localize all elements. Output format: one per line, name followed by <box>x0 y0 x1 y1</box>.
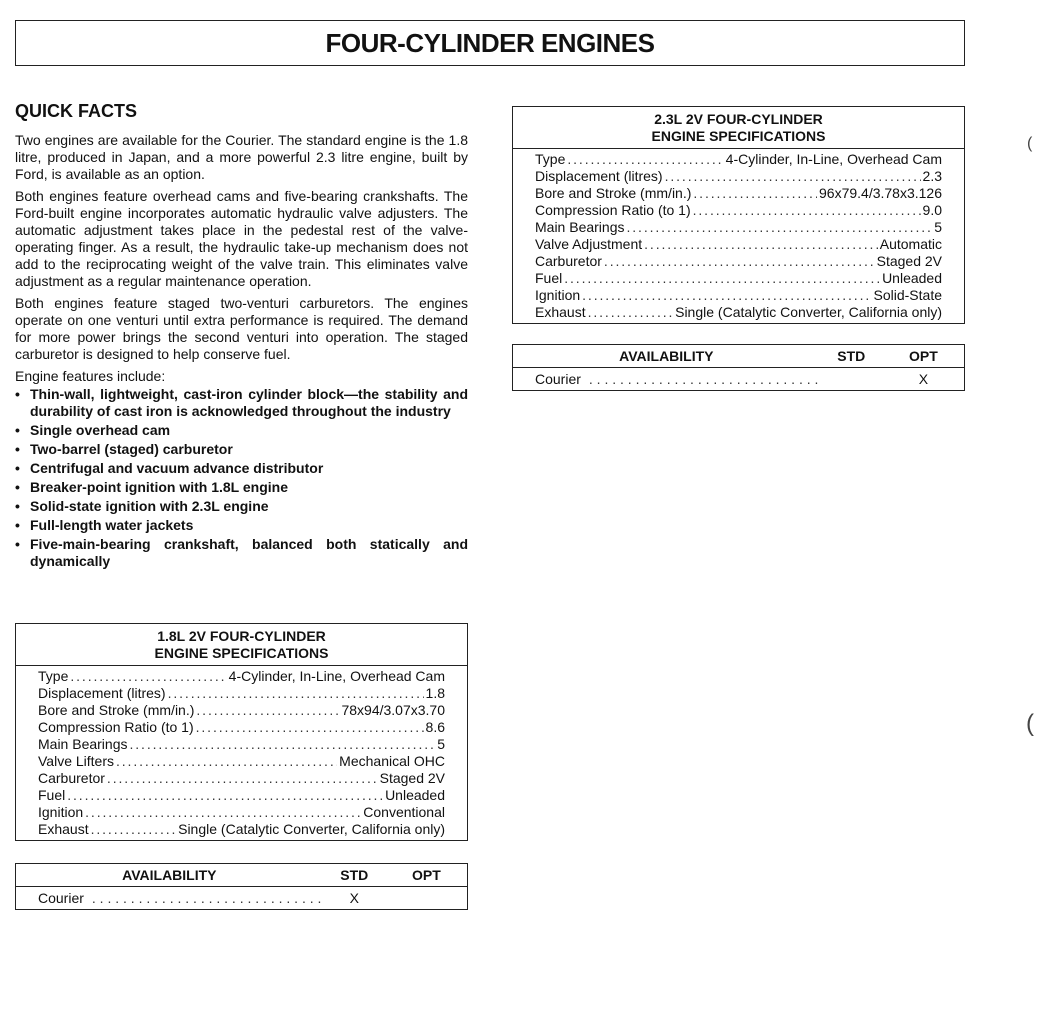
bullet-icon: • <box>15 441 20 457</box>
intro-paragraph: Two engines are available for the Courier. The standard engine is the 1.8 litre, produced in Japan, and a more powerful 2.3 litre engine, built by Ford, is available as an option. <box>15 132 468 182</box>
bullet-icon: • <box>15 517 20 533</box>
availability-header: AVAILABILITY STD OPT <box>16 864 467 887</box>
availability-row: Courier . . . X <box>513 368 964 390</box>
spec-row: Exhaust . . . Single (Catalytic Converter, California only) <box>535 304 942 321</box>
feature-item: • Thin-wall, lightweight, cast-iron cylinder block—the stability and durability of cast iron is acknowledged throughout the industry <box>15 386 468 419</box>
feature-item: • Full-length water jackets <box>15 517 194 533</box>
bullet-icon: • <box>15 422 20 438</box>
feature-item: • Breaker-point ignition with 1.8L engine <box>15 479 288 495</box>
bullet-icon: • <box>15 479 20 495</box>
quick-facts-section <box>15 101 468 572</box>
bullet-icon: • <box>15 536 20 552</box>
spec-row: Main Bearings . . . 5 <box>535 219 942 236</box>
spec-row: Fuel . . . Unleaded <box>535 270 942 287</box>
spec-row: Valve Adjustment . . . Automatic <box>535 236 942 253</box>
spec-box-title: 1.8L 2V FOUR-CYLINDER ENGINE SPECIFICATIONS <box>16 624 467 666</box>
spec-row: Carburetor . . . Staged 2V <box>38 770 445 787</box>
margin-mark: ( <box>1026 710 1034 737</box>
availability-box-1-8l <box>15 863 468 910</box>
spec-row: Compression Ratio (to 1) . . . 8.6 <box>38 719 445 736</box>
quick-facts-heading: QUICK FACTS <box>15 101 138 121</box>
spec-box-title: 2.3L 2V FOUR-CYLINDER ENGINE SPECIFICATIONS <box>513 107 964 149</box>
spec-row: Ignition . . . Conventional <box>38 804 445 821</box>
opt-mark <box>386 890 467 907</box>
bullet-icon: • <box>15 386 20 402</box>
std-mark <box>820 371 883 388</box>
spec-row: Displacement (litres) . . . 1.8 <box>38 685 445 702</box>
spec-rows <box>16 666 467 840</box>
margin-mark: ( <box>1027 135 1033 152</box>
spec-row: Type . . . 4-Cylinder, In-Line, Overhead Cam <box>535 151 942 168</box>
bullet-icon: • <box>15 498 20 514</box>
overhead-cam-paragraph: Both engines feature overhead cams and five-bearing crankshafts. The Ford-built engine incorporates automatic hydraulic valve adjusters. The automatic adjustment takes place in the pedestal rest of the valve-operating finger. As a result, the hydraulic take-up mechanism does not add to the reciprocating weight of the valve train. This eliminates valve adjustment as a regular maintenance operation. <box>15 188 468 289</box>
spec-row: Exhaust . . . Single (Catalytic Converter, California only) <box>38 821 445 838</box>
std-mark: X <box>349 890 359 906</box>
spec-row: Displacement (litres) . . . 2.3 <box>535 168 942 185</box>
spec-box-1-8l <box>15 623 468 841</box>
spec-row: Bore and Stroke (mm/in.) . . . 78x94/3.07x3.70 <box>38 702 445 719</box>
spec-row: Type . . . 4-Cylinder, In-Line, Overhead Cam <box>38 668 445 685</box>
spec-row: Main Bearings . . . 5 <box>38 736 445 753</box>
availability-header: AVAILABILITY STD OPT <box>513 345 964 368</box>
spec-row: Fuel . . . Unleaded <box>38 787 445 804</box>
availability-box-2-3l <box>512 344 965 391</box>
carburetor-paragraph: Both engines feature staged two-venturi carburetors. The engines operate on one venturi until extra performance is required. The demand for more power brings the second venturi into operation. The staged carburetor is designed to help conserve fuel. <box>15 295 468 362</box>
bullet-icon: • <box>15 460 20 476</box>
page-title: FOUR-CYLINDER ENGINES <box>325 27 655 58</box>
feature-item: • Centrifugal and vacuum advance distributor <box>15 460 324 476</box>
feature-item: • Single overhead cam <box>15 422 171 438</box>
opt-mark: X <box>918 371 929 387</box>
feature-list <box>15 386 468 570</box>
feature-item: • Two-barrel (staged) carburetor <box>15 441 233 457</box>
feature-item: • Five-main-bearing crankshaft, balanced both statically and dynamically <box>15 536 468 569</box>
spec-row: Carburetor . . . Staged 2V <box>535 253 942 270</box>
spec-row: Bore and Stroke (mm/in.) . . . 96x79.4/3.78x3.126 <box>535 185 942 202</box>
spec-rows <box>513 149 964 323</box>
availability-row: Courier . . . X <box>16 887 467 909</box>
spec-box-2-3l <box>512 106 965 324</box>
spec-row: Valve Lifters . . . Mechanical OHC <box>38 753 445 770</box>
spec-row: Ignition . . . Solid-State <box>535 287 942 304</box>
page-title-banner <box>15 20 965 66</box>
feature-item: • Solid-state ignition with 2.3L engine <box>15 498 269 514</box>
features-intro: Engine features include: <box>15 368 166 384</box>
spec-row: Compression Ratio (to 1) . . . 9.0 <box>535 202 942 219</box>
